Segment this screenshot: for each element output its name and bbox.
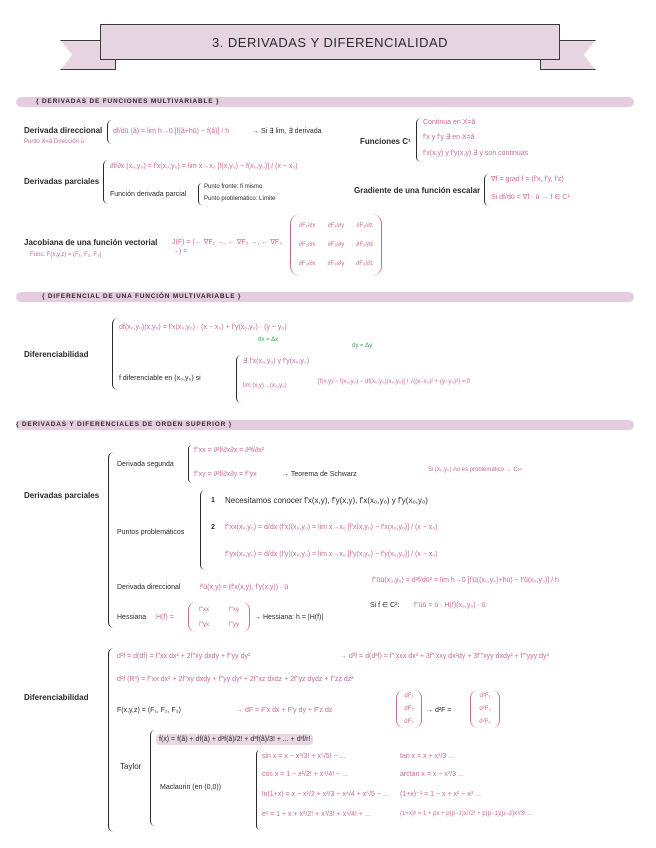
brace [188, 445, 192, 483]
derivadas-parciales-label: Derivadas parciales [24, 177, 100, 186]
jacobiana-label: Jacobiana de una función vectorial [24, 238, 158, 247]
matrix-cell: ∂F₂/∂z [356, 241, 373, 248]
jacobiana-matrix [290, 214, 382, 276]
schwarz-label: → Teorema de Schwarz [282, 471, 357, 478]
dir-second: f''ūū(x₀,y₀) = d²f/dū² = lim h→0 [f'ū((x₀,y₀)+hū) − f'ū(x₀,y₀)] / h [372, 577, 559, 584]
funciones-c1-label: Funciones C¹ [360, 137, 411, 146]
diferenciabilidad-label: Diferenciabilidad [24, 350, 89, 359]
d2-line: d²f = d(df) = f''xx dx² + 2f''xy dxdy + f''yy dy² [117, 653, 251, 660]
matrix-cell: d²F₂ [479, 705, 491, 712]
schwarz-note: Si (x₀,y₀) no es problemático → C∞ [428, 467, 522, 473]
taylor-formula: f(x) = f(â) + df(â) + d²f(â)/2! + d³f(â)/3! + ... + dʳf/r! [156, 734, 313, 745]
vec-d2-matrix [470, 690, 500, 728]
df-formula: df(x₀,y₀)(x,y₀) = f'x(x₀,y₀) · (x − x₀) + f'y(x₀,y₀) · (y − y₀) [119, 324, 287, 331]
vec-df: → dF = F'x dx + F'y dy + F'z dz [236, 707, 333, 714]
jacobiana-sub: Func. F(x,y,z) = (F₁, F₂, F₃) [30, 252, 102, 258]
dir-c2-formula: f''ūū = ū · H(f)(x₀,y₀) · ū [414, 602, 486, 609]
maclaurin-item: ln(1+x) = x − x²/2 + x³/3 − x⁴/4 + x⁵/5 − ... [262, 791, 389, 798]
brace [484, 174, 489, 206]
matrix-cell: ∂F₁/∂x [299, 222, 316, 229]
matrix-cell: f''xx [199, 606, 209, 613]
page-title: 3. DERIVADAS Y DIFERENCIALIDAD [100, 24, 560, 60]
derivada-direccional-result: → Si ∃ lim, ∃ derivada [252, 128, 322, 135]
matrix-cell: f''yy [229, 621, 239, 628]
hessiana-matrix [188, 602, 250, 632]
maclaurin-item: (1+x)ᵖ = 1 + px + p(p−1)x²/2! + p(p−1)(p−2)x³/3! ... [400, 811, 533, 817]
prob-item: f''yx(x₀,y₀) = d/dx (f'y)(x₀,y₀) = lim x→x₀ [f'y(x,y₀) − f'y(x₀,y₀)] / (x − x₀) [225, 551, 438, 558]
hessiana-result: → Hessiana: h = |H(f)| [254, 614, 324, 621]
brace [200, 490, 205, 570]
matrix-cell: d²F₁ [479, 693, 491, 700]
matrix-cell: dF₂ [404, 705, 414, 712]
derivadas-parciales-formula: ∂f/∂x (x₀,y₀) = f'x(x₀,y₀) = lim x→x₀ [f(x,y₀) − f(x₀,y₀)] / (x − x₀) [110, 163, 298, 170]
dy-label: dy = Δy [352, 343, 373, 349]
brace [112, 318, 118, 390]
matrix-cell: dF₁ [404, 693, 414, 700]
grad-item: Si df/dū = ∇f · ū → f ∈ C¹ [491, 194, 570, 201]
grad-item: ∇f = grad f = (f'x, f'y, f'z) [491, 176, 564, 183]
derivada-segunda-label: Derivada segunda [117, 461, 174, 468]
c1-item: f'x y f'y ∃ en X=â [423, 134, 475, 141]
second-item: f''xy = ∂²f/∂x∂y = f''yx [194, 471, 257, 478]
maclaurin-item: arctan x = x − x³/3 ... [400, 771, 464, 778]
vec-matrix [396, 690, 422, 728]
dx-label: dx = Δx [258, 337, 279, 343]
brace [256, 750, 260, 830]
matrix-cell: f''yx [199, 621, 209, 628]
brace [198, 183, 202, 205]
matrix-cell: ∂F₁/∂z [356, 222, 373, 229]
gradiente-label: Gradiente de una función escalar [354, 186, 481, 195]
par-item: Punto fronte: fi mismo [204, 184, 263, 190]
matrix-cell: ∂F₂/∂y [327, 241, 345, 248]
matrix-cell: f''xy [229, 606, 239, 613]
section-label-diferencial: { DIFERENCIAL DE UNA FUNCIÓN MULTIVARIABLE } [42, 293, 242, 300]
derivada-direccional-sub: Punto X=â Dirección ū [24, 139, 84, 145]
d3-line: → d³f = d(d²f) = f'''xxx dx³ + 3f'''xxy dx²dy + 3f'''xyy dxdy² + f'''yyy dy³ [340, 653, 549, 660]
matrix-cell: ∂F₃/∂x [298, 261, 316, 268]
cond-lim: lim (x,y)→(x₀,y₀) [243, 383, 287, 389]
matrix-cell: ∂F₂/∂x [299, 241, 316, 248]
d2R3-line: d²f (R³) = f''xx dx² + 2f''xy dxdy + f''yy dy² + 2f''xz dxdz + 2f''yz dydz + f''zz dz² [117, 676, 354, 683]
matrix-cell: ∂F₃/∂y [327, 261, 345, 268]
prob-num: 1 [211, 497, 215, 504]
section-label-orden-superior: { DERIVADAS Y DIFERENCIALES DE ORDEN SUPERIOR } [16, 421, 233, 428]
derivada-direccional-label: Derivada direccional [24, 126, 103, 135]
vec-line: F(x,y,z) = (F₁, F₂, F₃) [117, 707, 181, 714]
hessiana-label: Hessiana [117, 614, 147, 621]
diferenciable-cond-label: f diferenciable en (x₀,y₀) si [119, 375, 201, 382]
brace [108, 452, 115, 628]
brace [103, 160, 108, 204]
derivadas-parciales-sup-label: Derivadas parciales [24, 491, 100, 500]
brace [107, 120, 112, 144]
brace [416, 118, 421, 162]
c1-item: f'x(x,y) y f'y(x,y) ∃ y son continuas [423, 150, 529, 157]
dir-c2-label: Si f ∈ C²: [370, 602, 400, 609]
matrix-cell: ∂F₃/∂z [356, 261, 374, 268]
brace [108, 648, 115, 832]
derivada-direccional-sup-label: Derivada direccional [117, 584, 181, 591]
matrix-cell: ∂F₁/∂y [327, 222, 345, 229]
puntos-problematicos-label: Puntos problemáticos [117, 529, 185, 536]
maclaurin-item: tan x = x + x³/3 ... [400, 753, 455, 760]
vec-d2: → d²F = [426, 707, 452, 714]
par-item: Punto problemático: Límite [204, 196, 276, 202]
brace [150, 730, 155, 826]
cond-item: [f(x,y) − f(x₀,y₀) − df(x₀,y₀)(x₀,y₀)] / √((x−x₀)² + (y−y₀)²) = 0 [318, 379, 471, 385]
hessiana-formula: H(f) = [156, 614, 174, 621]
maclaurin-label: Maclaurin (en (0,0)) [160, 784, 222, 791]
matrix-cell: dF₃ [404, 718, 414, 725]
matrix-cell: d²F₃ [479, 718, 491, 725]
funcion-derivada-parcial-label: Función derivada parcial [110, 191, 187, 198]
maclaurin-item: cos x = 1 − x²/2! + x⁴/4! − ... [262, 771, 348, 778]
second-item: f''xx = ∂²f/∂x∂x = ∂²f/∂x² [194, 447, 265, 454]
maclaurin-item: eˣ = 1 + x + x²/2! + x³/3! + x⁴/4! + ... [262, 811, 371, 818]
c1-item: Continua en X=â [423, 119, 476, 126]
section-label-derivadas: { DERIVADAS DE FUNCIONES MULTIVARIABLE } [36, 98, 220, 105]
jacobiana-formula: J(F) = (← ∇F₁ →, ← ∇F₂ →, ← ∇F₃ →) = [172, 239, 283, 255]
taylor-label: Taylor [120, 762, 142, 771]
prob-num: 2 [211, 524, 215, 531]
prob-item: f''xx(x₀,y₀) = d/dx (f'x)(x₀,y₀) = lim x→x₀ [f'x(x,y₀) − f'x(x₀,y₀)] / (x − x₀) [225, 524, 438, 531]
diferenciabilidad-sup-label: Diferenciabilidad [24, 693, 89, 702]
dir-formula: f'ū(x,y) = (f'x(x,y), f'y(x,y)) · ū [200, 584, 289, 591]
derivada-direccional-formula: df/dū (â) = lim h→0 [f(â+hū) − f(â)] / h [113, 128, 230, 135]
maclaurin-item: (1+x)⁻¹ = 1 − x + x² − x³ ... [400, 791, 481, 798]
maclaurin-item: sin x = x − x³/3! + x⁵/5! − ... [262, 753, 346, 760]
prob-item: Necesitamos conocer f'x(x,y), f'y(x,y), f'x(x₀,y₀) y f'y(x₀,y₀) [225, 496, 428, 505]
cond-item: ∃ f'x(x₀,y₀) y f'y(x₀,y₀) [243, 358, 310, 365]
brace [236, 355, 241, 403]
